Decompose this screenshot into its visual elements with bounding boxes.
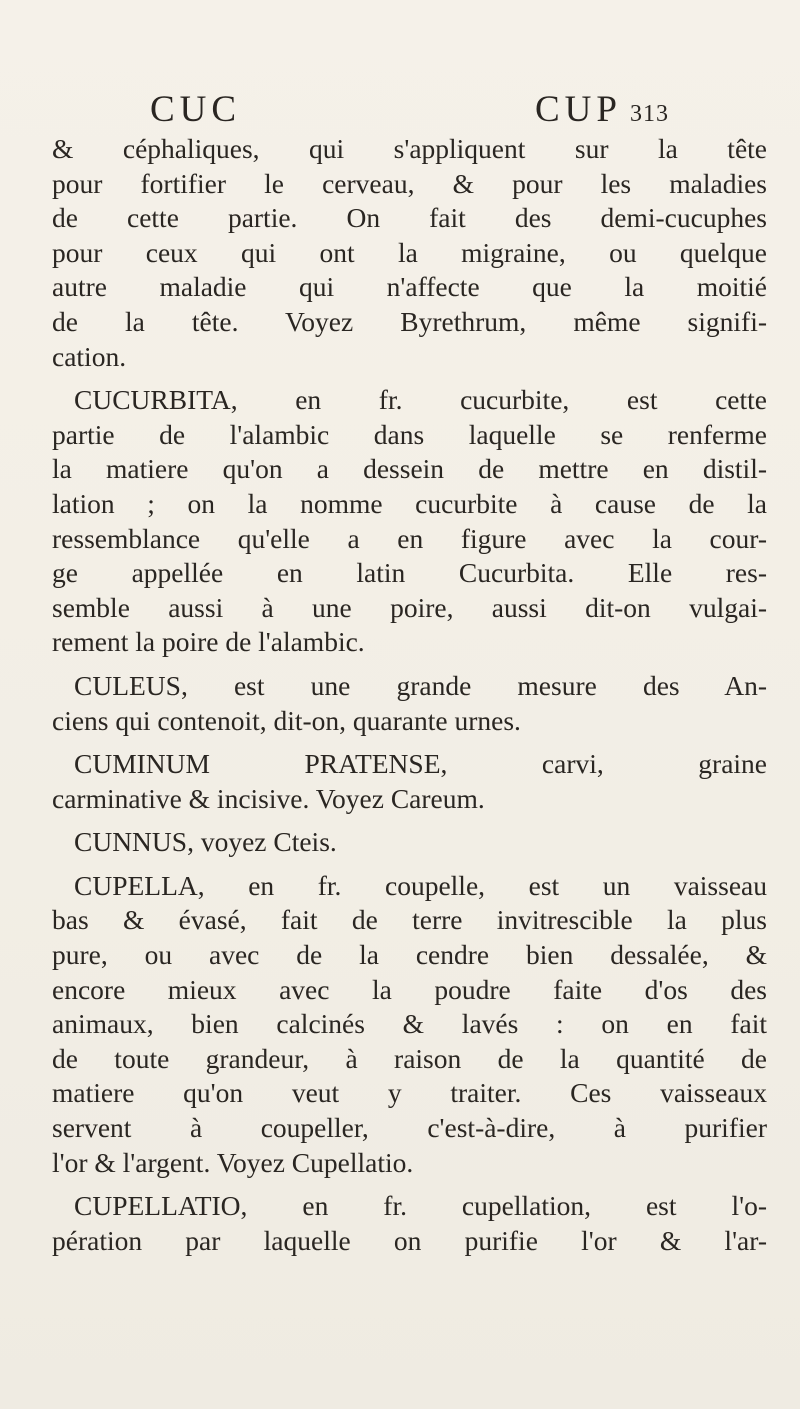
text-line: l'or & l'argent. Voyez Cupellatio.	[52, 1146, 414, 1178]
text-line: & céphaliques, qui s'appliquent sur la tête	[52, 133, 767, 164]
entry-headword-line: CUCURBITA, en fr. cucurbite, est cette	[74, 384, 767, 416]
running-head-right-word: CUP	[535, 89, 622, 130]
text-line: matiere qu'on veut y traiter. Ces vaisseaux	[52, 1077, 767, 1109]
text-line: bas & évasé, fait de terre invitrescible la plus	[52, 904, 767, 936]
entry-cuminum	[52, 747, 767, 816]
text-line: ge appellée en latin Cucurbita. Elle res-	[52, 557, 767, 589]
running-head-left: CUC	[150, 89, 242, 130]
entry-cupella	[52, 869, 767, 1180]
page-number: 313	[629, 101, 669, 127]
entry-headword-line: CUPELLA, en fr. coupelle, est un vaisseau	[74, 869, 767, 901]
text-line: semble aussi à une poire, aussi dit-on vulgai-	[52, 591, 767, 623]
entry-headword-line: CUMINUM PRATENSE, carvi, graine	[74, 748, 767, 780]
entry-headword-line: CUNNUS, voyez Cteis.	[74, 826, 337, 858]
text-line: pure, ou avec de la cendre bien dessalée, &	[52, 939, 767, 971]
entry-cucurbita	[52, 383, 767, 660]
text-line: de la tête. Voyez Byrethrum, même signifi-	[52, 305, 767, 337]
text-line: autre maladie qui n'affecte que la moitié	[52, 271, 767, 303]
text-line: lation ; on la nomme cucurbite à cause de la	[52, 487, 767, 519]
text-line: cation.	[52, 340, 127, 372]
running-head	[150, 88, 760, 128]
paragraph-continuation	[52, 132, 767, 374]
text-line: animaux, bien calcinés & lavés : on en fait	[52, 1008, 767, 1040]
text-line: pération par laquelle on purifie l'or & l'ar-	[52, 1224, 767, 1256]
text-line: servent à coupeller, c'est-à-dire, à purifier	[52, 1112, 767, 1144]
text-line: pour fortifier le cerveau, & pour les maladies	[52, 167, 767, 199]
text-line: de toute grandeur, à raison de la quantité de	[52, 1042, 767, 1074]
entry-culeus	[52, 669, 767, 738]
text-line: de cette partie. On fait des demi-cucuphes	[52, 202, 767, 234]
text-line: ciens qui contenoit, dit-on, quarante urnes.	[52, 704, 521, 736]
text-line: ressemblance qu'elle a en figure avec la cour-	[52, 522, 767, 554]
text-line: partie de l'alambic dans laquelle se renferme	[52, 418, 767, 450]
text-line: pour ceux qui ont la migraine, ou quelque	[52, 236, 767, 268]
running-head-right	[535, 88, 669, 131]
text-line: carminative & incisive. Voyez Careum.	[52, 782, 485, 814]
entry-headword-line: CUPELLATIO, en fr. cupellation, est l'o-	[74, 1190, 767, 1222]
entry-cupellatio	[52, 1189, 767, 1258]
text-line: encore mieux avec la poudre faite d'os des	[52, 973, 767, 1005]
body-text	[52, 132, 767, 1258]
text-line: rement la poire de l'alambic.	[52, 626, 365, 658]
text-line: la matiere qu'on a dessein de mettre en distil-	[52, 453, 767, 485]
entry-cunnus	[52, 825, 767, 860]
entry-headword-line: CULEUS, est une grande mesure des An-	[74, 669, 767, 701]
